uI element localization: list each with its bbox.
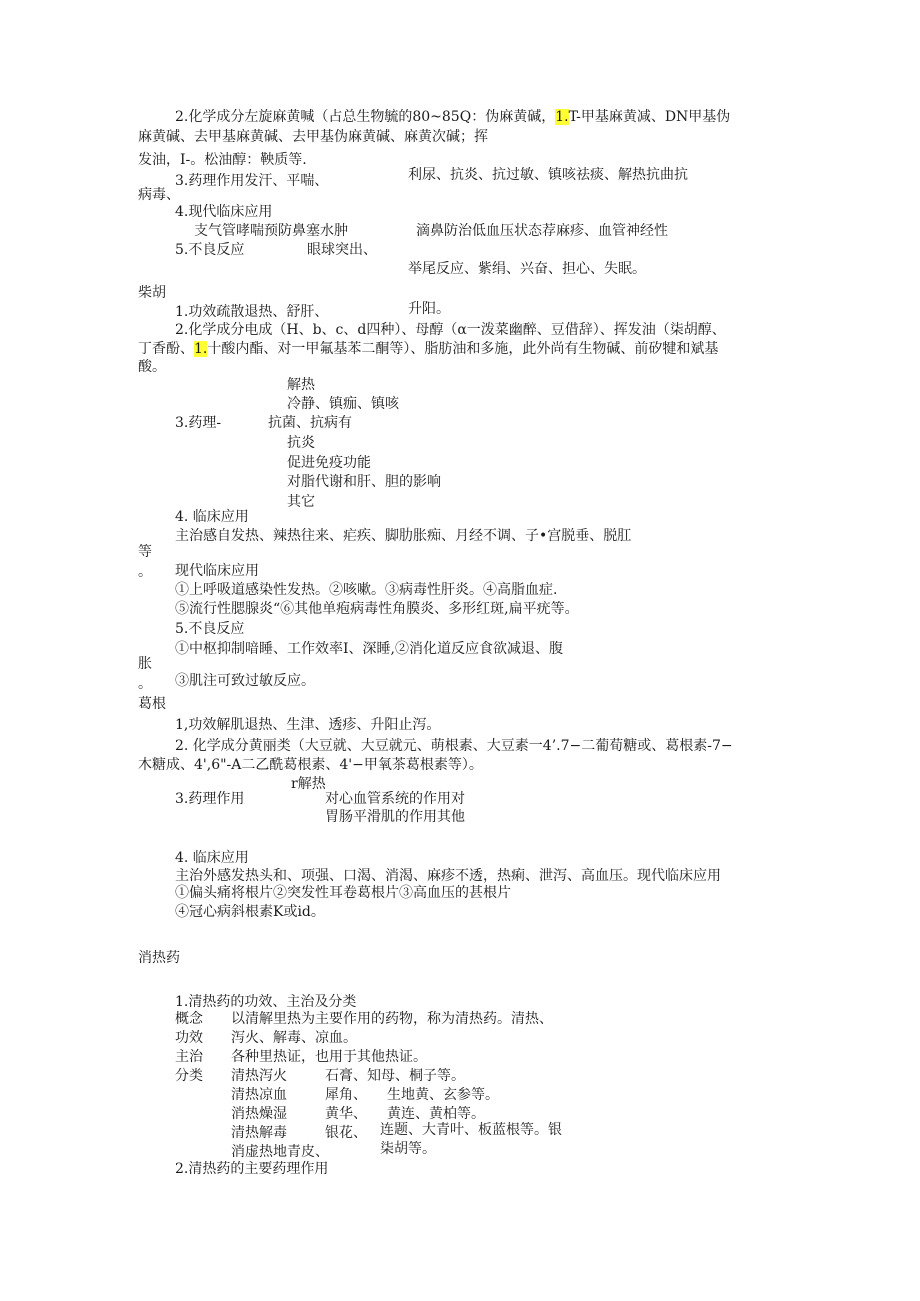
chaihu-clinical-main: 主治感自发热、辣热往来、疟疾、脚肋胀痴、月经不调、子•宫脱垂、脱肛 [175, 528, 632, 544]
mahuang-adverse-1: 眼球突出、 [307, 242, 377, 258]
qingre-category-name: 消热燥湿 [231, 1106, 287, 1122]
gegen-efficacy: 1,功效解肌退热、生津、透疹、升阳止泻。 [175, 717, 441, 733]
qingre-value-indication: 各种里热证，也用于其他热证。 [231, 1049, 427, 1065]
chaihu-pharm-item: 解热 [287, 377, 315, 393]
gegen-clinical-heading: 4. 临床应用 [175, 850, 249, 866]
highlight: 1. [194, 341, 208, 357]
mahuang-pharmacology-label: 3.药理作用发汗、平喘、 [175, 173, 329, 189]
chaihu-composition-line-1: 2.化学成分电成（H、b、c、d四种）、母醇（α一泼菜幽醉、豆借辞）、挥发油（柒胡醇、 [175, 322, 726, 338]
qingre-category-example: 生地黄、玄参等。 [387, 1087, 499, 1103]
qingre-label-efficacy: 功效 [175, 1030, 203, 1046]
mahuang-composition-line-1 [175, 108, 730, 126]
chaihu-efficacy: 1.功效疏散退热、舒肝、 [175, 304, 329, 320]
chaihu-pharm-item: 其它 [287, 494, 315, 510]
chaihu-clinical-cont: 等 [138, 544, 152, 560]
qingre-category-example: 犀角、 [325, 1087, 367, 1103]
chaihu-pharm-item: 对脂代谢和肝、胆的影响 [287, 474, 441, 490]
qingre-category-name: 消虚热地青皮、 [231, 1144, 329, 1160]
chaihu-pharm-item: 冷静、镇痂、镇咳 [287, 396, 399, 412]
chaihu-pharm-item: 促进免疫功能 [287, 455, 371, 471]
qingre-label-concept: 概念 [175, 1011, 203, 1027]
text: T-甲基麻黄减、DN甲基伪 [568, 109, 731, 125]
chaihu-adverse-cont: 胀 [138, 656, 152, 672]
qingre-category-name: 清热泻火 [231, 1068, 287, 1084]
mahuang-adverse-2: 举尾反应、紫绢、兴奋、担心、失眠。 [408, 261, 646, 277]
text: 十酸内酯、对一甲氟基苯二酮等）、脂肪油和多施，此外尚有生物碱、前矽犍和斌基 [207, 341, 719, 357]
chaihu-pharm-item: 抗菌、抗病有 [268, 415, 352, 431]
qingre-value-concept: 以清解里热为主要作用的药物，称为清热药。清热、 [231, 1011, 553, 1027]
qingre-category-example: 连题、大青叶、板蓝根等。银 [380, 1122, 562, 1138]
chaihu-adverse-heading: 5.不良反应 [175, 621, 245, 637]
chaihu-efficacy-cont: 升阳。 [408, 301, 450, 317]
mahuang-pharmacology-effects: 利尿、抗炎、抗过敏、镇咳祛痰、解热抗曲抗 [408, 167, 688, 183]
gegen-pharm-item: 对心血管系统的作用对 [325, 791, 465, 807]
chaihu-modern-2: ⑤流行性腮腺炎“⑥其他单疱病毒性角膜炎、多形红斑,扁平疣等。 [175, 601, 579, 617]
text: 2.化学成分左旋麻黄喊（占总生物毓的80~85Q：伪麻黄碱， [175, 109, 556, 125]
mahuang-clinical-uses-1: 支气管哮喘预防鼻塞水肿 [194, 223, 348, 239]
qingre-label-category: 分类 [175, 1068, 203, 1084]
chaihu-pharm-item: 抗炎 [287, 435, 315, 451]
chaihu-composition-line-2 [138, 340, 718, 358]
gegen-clinical-2: ④冠心病斜根素K或id。 [175, 904, 325, 920]
qingre-category-example: 石膏、知母、桐子等。 [325, 1068, 465, 1084]
mahuang-pharmacology-cont: 病毒、 [138, 187, 180, 203]
qingre-label-indication: 主治 [175, 1049, 203, 1065]
qingre-category-example: 柒胡等。 [380, 1141, 436, 1157]
chaihu-modern-1: ①上呼吸道感染性发热。②咳嗽。③病毒性肝炎。④高脂血症. [175, 582, 558, 598]
gegen-pharmacology-label: 3.药理作用 [175, 791, 245, 807]
qingre-category-example: 黄连、黄柏等。 [387, 1106, 485, 1122]
chaihu-composition-line-3: 酸。 [138, 359, 166, 375]
text: 丁香酚、 [138, 341, 194, 357]
gegen-pharm-jiere: r解热 [291, 776, 326, 792]
qingre-category-name: 清热凉血 [231, 1087, 287, 1103]
chaihu-clinical-dot: 。 [138, 564, 152, 580]
qingre-category-name: 清热解毒 [231, 1125, 287, 1141]
qingre-heading-2: 2.清热药的主要药理作用 [175, 1161, 329, 1177]
qingre-category-example: 黄华、 [325, 1106, 367, 1122]
chaihu-adverse-dot: 。 [138, 676, 152, 692]
chaihu-adverse-2: ③肌注可致过敏反应。 [175, 673, 315, 689]
chaihu-title: 柴胡 [138, 285, 166, 301]
qingre-title: 消热药 [138, 950, 180, 966]
gegen-pharm-item: 胃肠平滑肌的作用其他 [325, 809, 465, 825]
gegen-composition-line-2: 木糖成、4',6"-A二乙酰葛根素、4'−甲氧茶葛根素等）。 [138, 757, 483, 773]
mahuang-clinical-heading: 4.现代临床应用 [175, 204, 273, 220]
gegen-clinical-1: ①偏头痛将根片②突发性耳卷葛根片③高血压的甚根片 [175, 885, 511, 901]
mahuang-adverse-heading: 5.不良反应 [175, 242, 245, 258]
chaihu-pharmacology-label: 3.药理- [175, 415, 222, 431]
chaihu-adverse-1: ①中枢抑制喑睡、工作效率I、深睡,②消化道反应食欲减退、腹 [175, 641, 563, 657]
gegen-composition-line-1: 2. 化学成分黄丽类（大豆就、大豆就元、萌根素、大豆素一4’.7−二葡荀糖或、葛根素-7− [175, 738, 733, 754]
qingre-heading-1: 1.清热药的功效、主治及分类 [175, 994, 357, 1010]
mahuang-composition-line-2: 麻黄碱、去甲基麻黄碱、去甲基伪麻黄碱、麻黄次碱；挥 [138, 129, 488, 145]
chaihu-clinical-heading: 4. 临床应用 [175, 509, 249, 525]
gegen-clinical-main: 主治外感发热头和、项强、口渴、消渴、麻疹不透，热痢、泄泻、高血压。现代临床应用 [175, 868, 721, 884]
mahuang-clinical-uses-2: 滴鼻防治低血压状态荐麻疹、血管神经性 [416, 223, 668, 239]
qingre-value-efficacy: 泻火、解毒、凉血。 [231, 1030, 357, 1046]
highlight: 1. [555, 109, 569, 125]
chaihu-modern-heading: 现代临床应用 [175, 563, 259, 579]
mahuang-composition-line-3: 发油，I-。松油醇：鞅质等. [138, 152, 307, 168]
qingre-category-example: 银花、 [325, 1125, 367, 1141]
gegen-title: 葛根 [138, 696, 166, 712]
